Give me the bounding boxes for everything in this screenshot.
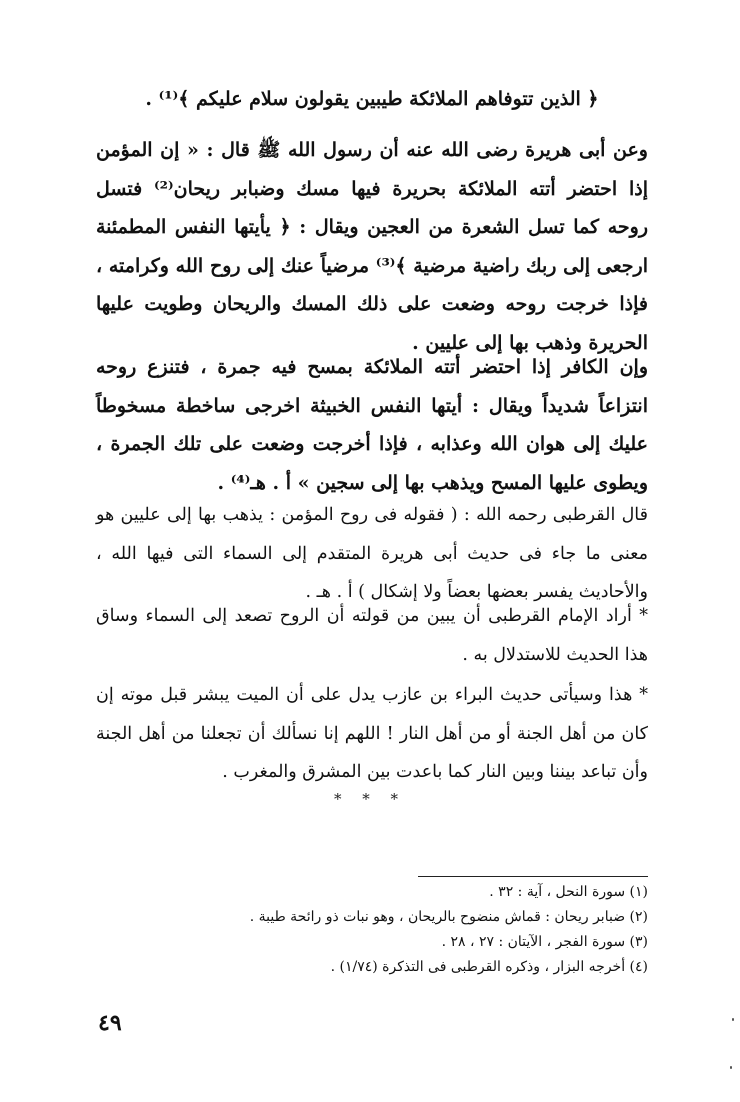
page-number: ٤٩ bbox=[98, 1010, 122, 1036]
footnote-1: (١) سورة النحل ، آية : ٣٢ . bbox=[489, 884, 648, 900]
scan-speck bbox=[730, 1066, 732, 1069]
footnote-divider bbox=[418, 876, 648, 877]
footnote-3: (٣) سورة الفجر ، الآيتان : ٢٧ ، ٢٨ . bbox=[441, 934, 648, 950]
footnote-2: (٢) ضبابر ريحان : قماش منضوح بالريحان ، وهو نبات ذو رائحة طيبة . bbox=[249, 909, 648, 925]
commentary-paragraph-1: * أراد الإمام القرطبى أن يبين من قولته أن الروح تصعد إلى السماء وساق هذا الحديث للاستدلال به . bbox=[96, 606, 648, 665]
scan-speck bbox=[732, 1018, 734, 1021]
qurtubi-quote-paragraph: قال القرطبى رحمه الله : ( فقوله فى روح المؤمن : يذهب بها إلى عليين هو معنى ما جاء فى حديث أبى هريرة المتقدم إلى السماء التى فيها الله ، والأحاديث يفسر بعضها بعضاً ولا إشكال ) أ . هـ . bbox=[96, 505, 648, 602]
footnotes bbox=[88, 880, 648, 980]
hadith-disbeliever-paragraph: وإن الكافر إذا احتضر أتته الملائكة بمسح فيه جمرة ، فتنزع روحه انتزاعاً شديداً ويقال : أيتها النفس الخبيثة اخرجى ساخطة مسخوطاً عليك إلى هوان الله وعذابه ، فإذا أخرجت وضعت على تلك الجمرة ، ويطوى عليها المسح ويذهب بها إلى سجين » أ . هـ⁽⁴⁾ . bbox=[96, 356, 648, 494]
commentary-paragraph-2: * هذا وسيأتى حديث البراء بن عازب يدل على أن الميت يبشر قبل موته إن كان من أهل الجنة أو من أهل النار ! اللهم إنا نسألك أن تجعلنا من أهل الجنة وأن تباعد بيننا وبين النار كما باعدت بين المشرق والمغرب . bbox=[96, 685, 648, 782]
footnote-4: (٤) أخرجه البزار ، وذكره القرطبى فى التذكرة (١/٧٤) . bbox=[330, 959, 648, 975]
section-separator: * * * bbox=[333, 790, 407, 808]
hadith-believer-paragraph: وعن أبى هريرة رضى الله عنه أن رسول الله ﷺ قال : « إن المؤمن إذا احتضر أتته الملائكة بحريرة فيها مسك وضبابر ريحان⁽²⁾ فتسل روحه كما تسل الشعرة من العجين ويقال : ﴿ يأيتها النفس المطمئنة ارجعى إلى ربك راضية مرضية ﴾⁽³⁾ مرضياً عنك إلى روح الله وكرامته ، فإذا خرجت روحه وضعت على ذلك المسك والريحان وطويت عليها الحريرة وذهب بها إلى عليين . bbox=[96, 139, 649, 354]
quran-verse-paragraph: ﴿ الذين تتوفاهم الملائكة طيبين يقولون سلام عليكم ﴾⁽¹⁾ . bbox=[145, 88, 599, 110]
